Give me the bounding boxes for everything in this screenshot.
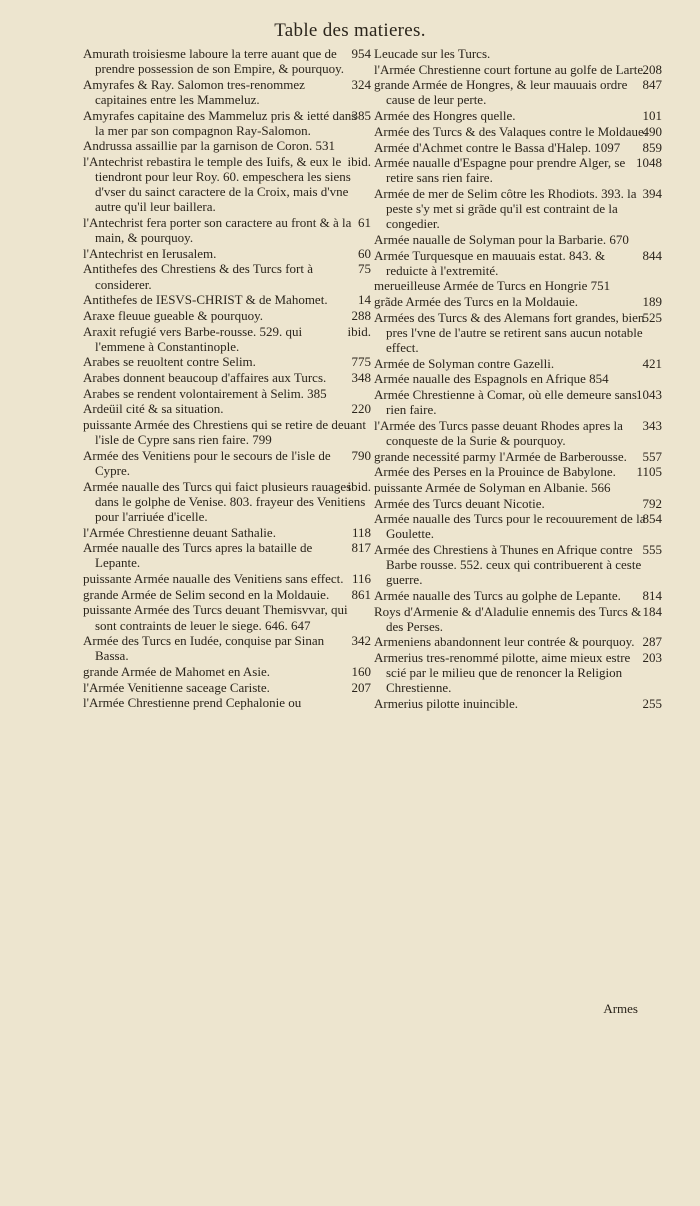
- index-entry: [83, 602, 371, 632]
- index-entry: [83, 215, 371, 245]
- page-title: Table des matieres.: [274, 20, 426, 41]
- page-reference: 775: [351, 354, 371, 370]
- page-reference: 490: [642, 123, 662, 139]
- page-reference: ibid.: [347, 478, 371, 494]
- page-reference: 1105: [636, 464, 662, 480]
- entry-text: Armerius pilotte inuincible.: [374, 695, 519, 711]
- index-entry: [83, 664, 371, 679]
- index-entry: [83, 246, 371, 261]
- entry-text: Araxe fleuue gueable & pourquoy.: [83, 307, 264, 323]
- page-reference: 792: [642, 495, 662, 511]
- index-entry: [83, 292, 371, 307]
- entry-text: Armée Turquesque en mauuais estat. 843. & reduicte à l'extremité.: [374, 247, 606, 278]
- index-entry: [374, 232, 662, 247]
- page-reference: 207: [351, 679, 371, 695]
- index-entry: [374, 140, 662, 155]
- entry-text: Leucade sur les Turcs.: [374, 46, 491, 61]
- page-reference: 348: [351, 370, 371, 386]
- index-column-left: [83, 46, 371, 711]
- index-entry: [374, 248, 662, 278]
- entry-text: Amyrafes & Ray. Salomon tres-renommez capitaines entre les Mammeluz.: [83, 76, 305, 107]
- page-reference: 861: [351, 586, 371, 602]
- page-reference: 790: [351, 447, 371, 463]
- page-reference: 160: [351, 664, 371, 679]
- index-entry: [374, 108, 662, 123]
- page-reference: 847: [642, 77, 662, 93]
- entry-text: Andrussa assaillie par la garnison de Coron. 531: [83, 138, 336, 154]
- page-reference: 60: [358, 245, 371, 261]
- page-reference: 287: [642, 634, 662, 650]
- entry-text: Armée de mer de Selim côtre les Rhodiots. 393. la peste s'y met si grãde qu'il est contraint de la congedier.: [374, 186, 637, 232]
- entry-text: Armée naualle de Solyman pour la Barbarie. 670: [374, 231, 629, 247]
- page-reference: 184: [642, 603, 662, 619]
- index-entry: [83, 386, 371, 401]
- entry-text: Arabes se reuoltent contre Selim.: [83, 354, 256, 370]
- index-entry: [374, 496, 662, 511]
- page-reference: 1048: [636, 155, 662, 171]
- entry-text: l'Antechrist rebastira le temple des Iuifs, & eux le tiendront pour leur Roy. 60. empeschera les siens d'vser du sainct caractere de la Croix, mais d'vne autre qu'il leur baillera.: [83, 154, 351, 215]
- index-entry: [374, 371, 662, 386]
- index-entry: [83, 680, 371, 695]
- catchword: Armes: [603, 1001, 638, 1016]
- index-entry: [374, 62, 662, 77]
- entry-text: l'Armée Chrestienne court fortune au golfe de Larte.: [374, 61, 647, 77]
- index-entry: [83, 525, 371, 540]
- entry-text: Ardeüil cité & sa situation.: [83, 401, 224, 417]
- page-reference: 14: [358, 292, 371, 308]
- page-reference: 75: [358, 261, 371, 277]
- entry-text: Armée des Venitiens pour le secours de l'isle de Cypre.: [83, 447, 331, 479]
- entry-text: Armée des Hongres quelle.: [374, 108, 516, 124]
- page-reference: 324: [351, 76, 371, 92]
- page-reference: 385: [351, 107, 371, 123]
- index-entry: [83, 571, 371, 586]
- page-reference: 288: [351, 307, 371, 323]
- index-entry: [374, 310, 662, 355]
- index-entry: [374, 387, 662, 417]
- page-reference: 1043: [636, 386, 662, 402]
- page-reference: 954: [351, 46, 371, 61]
- entry-text: Amyrafes capitaine des Mammeluz pris & ietté dans la mer par son compagnon Ray-Salomon.: [83, 107, 357, 138]
- entry-text: Arabes donnent beaucoup d'affaires aux Turcs.: [83, 370, 327, 386]
- entry-text: Arabes se rendent volontairement à Selim. 385: [83, 385, 327, 401]
- entry-text: Araxit refugié vers Barbe-rousse. 529. qui l'emmene à Constantinople.: [83, 323, 303, 354]
- index-entry: [374, 464, 662, 479]
- entry-text: grãde Armée des Turcs en la Moldauie.: [374, 294, 578, 310]
- entry-text: l'Armée Chrestienne prend Cephalonie ou: [83, 695, 302, 711]
- index-entry: [374, 650, 662, 695]
- entry-text: l'Antechrist en Ierusalem.: [83, 245, 217, 261]
- entry-text: Armée Chrestienne à Comar, où elle demeure sans rien faire.: [374, 386, 637, 418]
- index-entry: [374, 511, 662, 541]
- entry-text: Armée naualle des Turcs apres la bataille de Lepante.: [83, 540, 313, 571]
- index-entry: [83, 448, 371, 478]
- entry-text: Armée des Turcs & des Valaques contre le Moldaue.: [374, 123, 648, 139]
- entry-text: Armée naualle des Turcs qui faict plusieurs rauages dans le golphe de Venise. 803. frayeur des Venitiens pour l'arriuée d'icelle.: [83, 478, 366, 524]
- page-reference: 208: [642, 61, 662, 77]
- page-reference: 61: [358, 215, 371, 230]
- page-reference: 343: [642, 417, 662, 433]
- index-entry: [374, 696, 662, 711]
- index-entry: [374, 294, 662, 309]
- index-entry: [83, 308, 371, 323]
- entry-text: l'Antechrist fera porter son caractere au front & à la main, & pourquoy.: [83, 215, 352, 246]
- index-entry: [374, 418, 662, 448]
- index-entry: [83, 540, 371, 570]
- entry-text: Armée naualle des Turcs au golphe de Lepante.: [374, 587, 621, 603]
- entry-text: l'Armée Venitienne saceage Cariste.: [83, 679, 270, 695]
- index-entry: [374, 46, 662, 61]
- entry-text: Antithefes des Chrestiens & des Turcs fort à considerer.: [83, 261, 314, 292]
- page-reference: 557: [642, 448, 662, 464]
- entry-text: Armée de Solyman contre Gazelli.: [374, 355, 555, 371]
- page-reference: 116: [351, 571, 371, 587]
- page-reference: ibid.: [347, 154, 371, 170]
- page-reference: 220: [351, 401, 371, 417]
- index-entry: [83, 354, 371, 369]
- index-entry: [374, 77, 662, 107]
- index-entry: [83, 108, 371, 138]
- entry-text: Armée naualle des Turcs pour le recouurement de la Goulette.: [374, 511, 646, 542]
- index-entry: [374, 542, 662, 587]
- page-reference: 421: [642, 355, 662, 371]
- entry-text: Armée d'Achmet contre le Bassa d'Halep. 1097: [374, 139, 621, 155]
- entry-text: Armée naualle des Espagnols en Afrique 854: [374, 371, 609, 387]
- index-entry: [374, 124, 662, 139]
- index-entry: [83, 324, 371, 354]
- page-reference: 342: [351, 633, 371, 649]
- entry-text: Antithefes de IESVS-CHRIST & de Mahomet.: [83, 292, 328, 308]
- page-reference: 859: [642, 139, 662, 155]
- index-entry: [83, 138, 371, 153]
- entry-text: puissante Armée des Chrestiens qui se retire de deuant l'isle de Cypre sans rien faire. 799: [83, 417, 367, 448]
- index-entry: [374, 155, 662, 185]
- page-reference: 203: [642, 650, 662, 666]
- index-entry: [374, 449, 662, 464]
- entry-text: Roys d'Armenie & d'Aladulie ennemis des Turcs & des Perses.: [374, 603, 642, 634]
- page-reference: 814: [642, 587, 662, 603]
- index-entry: [374, 480, 662, 495]
- index-entry: [83, 587, 371, 602]
- page-reference: 118: [351, 524, 371, 540]
- entry-text: grande necessité parmy l'Armée de Barberousse.: [374, 448, 627, 464]
- entry-text: puissante Armée de Solyman en Albanie. 566: [374, 479, 611, 495]
- page-reference: ibid.: [347, 323, 371, 339]
- page-reference: 394: [642, 186, 662, 201]
- index-entry: [83, 401, 371, 416]
- page-reference: 854: [642, 511, 662, 527]
- index-entry: [83, 261, 371, 291]
- entry-text: Armerius tres-renommé pilotte, aime mieux estre scié par le milieu que de renoncer la Religion Chrestienne.: [374, 650, 631, 696]
- entry-text: l'Armée des Turcs passe deuant Rhodes apres la conqueste de la Surie & pourquoy.: [374, 417, 623, 448]
- entry-text: puissante Armée naualle des Venitiens sans effect.: [83, 571, 344, 587]
- index-entry: [83, 46, 371, 76]
- entry-text: Amurath troisiesme laboure la terre auant que de prendre possession de son Empire, & pourquoy.: [83, 46, 345, 77]
- page-reference: 817: [351, 540, 371, 556]
- entry-text: grande Armée de Mahomet en Asie.: [83, 664, 270, 679]
- entry-text: Armée naualle d'Espagne pour prendre Alger, se retire sans rien faire.: [374, 155, 626, 186]
- entry-text: Armeniens abandonnent leur contrée & pourquoy.: [374, 634, 635, 650]
- index-entry: [374, 588, 662, 603]
- entry-text: grande Armée de Hongres, & leur mauuais ordre cause de leur perte.: [374, 77, 628, 108]
- entry-text: Armée des Perses en la Prouince de Babylone.: [374, 464, 616, 480]
- entry-text: merueilleuse Armée de Turcs en Hongrie 751: [374, 278, 611, 294]
- page-reference: 255: [642, 695, 662, 711]
- entry-text: l'Armée Chrestienne deuant Sathalie.: [83, 524, 276, 540]
- index-entry: [83, 77, 371, 107]
- entry-text: puissante Armée des Turcs deuant Themisvvar, qui sont contraints de leuer le siege. 646. 647: [83, 602, 348, 633]
- index-entry: [83, 479, 371, 524]
- index-entry: [374, 278, 662, 293]
- index-entry: [374, 186, 662, 231]
- entry-text: Armée des Turcs deuant Nicotie.: [374, 495, 545, 511]
- index-entry: [83, 695, 371, 710]
- page-reference: 844: [642, 247, 662, 263]
- page-reference: 555: [642, 542, 662, 558]
- entry-text: Armées des Turcs & des Alemans fort grandes, bien pres l'vne de l'autre se retirent sans aucun notable effect.: [374, 309, 645, 355]
- page-reference: 525: [642, 309, 662, 325]
- entry-text: grande Armée de Selim second en la Moldauie.: [83, 586, 330, 602]
- index-entry: [374, 634, 662, 649]
- index-entry: [374, 604, 662, 634]
- index-entry: [83, 417, 371, 447]
- entry-text: Armée des Turcs en Iudée, conquise par Sinan Bassa.: [83, 633, 325, 664]
- page-reference: 101: [642, 108, 662, 124]
- index-column-right: [374, 46, 662, 712]
- index-entry: [374, 356, 662, 371]
- index-entry: [83, 633, 371, 663]
- entry-text: Armée des Chrestiens à Thunes en Afrique contre Barbe rousse. 552. ceux qui contribuerent à ceste guerre.: [374, 542, 642, 588]
- index-entry: [83, 370, 371, 385]
- index-entry: [83, 154, 371, 214]
- page-reference: 189: [642, 294, 662, 310]
